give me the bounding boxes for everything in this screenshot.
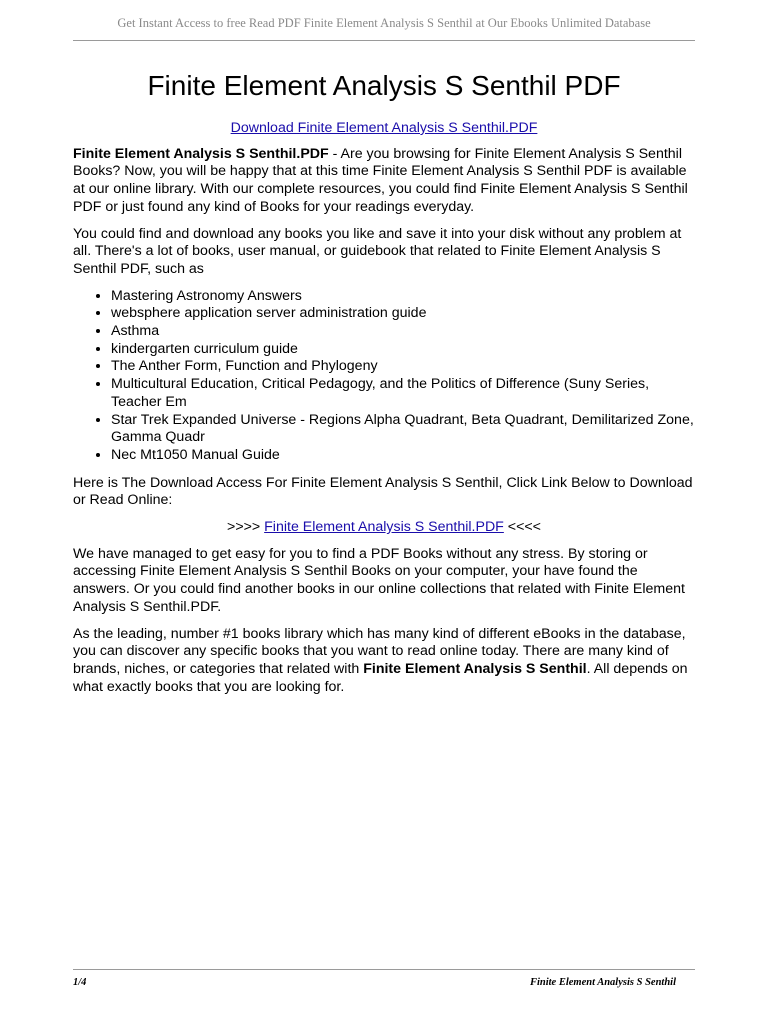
list-item: • websphere application server administration guide [111, 305, 695, 323]
list-item: • Nec Mt1050 Manual Guide [111, 447, 695, 465]
book-list [73, 288, 695, 465]
download-link-main[interactable]: Finite Element Analysis S Senthil.PDF [264, 519, 504, 536]
intro-text: - Are you browsing for Finite Element Analysis S Senthil Books? Now, you will be happy that at this time Finite Element Analysis S Senthil PDF is available at our online library. With our complete resources, you could find Finite Element Analysis S Senthil PDF or just found any kind of Books for your readings everyday. [73, 145, 688, 215]
header-divider [73, 40, 695, 41]
download-line [73, 519, 695, 537]
download-prefix: >>>> [227, 519, 265, 536]
document-body [73, 64, 695, 705]
paragraph-5 [73, 626, 695, 697]
paragraph-3: Here is The Download Access For Finite Element Analysis S Senthil, Click Link Below to Download or Read Online: [73, 474, 693, 509]
intro-paragraph [73, 146, 695, 217]
list-item: • kindergarten curriculum guide [111, 341, 695, 359]
paragraph-2: You could find and download any books you like and save it into your disk without any problem at all. There's a lot of books, user manual, or guidebook that related to Finite Element Analysis S Senthil PDF, such as [73, 225, 682, 277]
download-suffix: <<<< [503, 519, 541, 536]
footer-divider [73, 969, 695, 970]
paragraph-4: We have managed to get easy for you to find a PDF Books without any stress. By storing or accessing Finite Element Analysis S Senthil Books on your computer, your have found the answers. Or you could find another books in our online collections that related with Finite Element Analysis S Senthil.PDF. [73, 545, 685, 615]
document-title: Finite Element Analysis S Senthil PDF [147, 70, 621, 101]
list-item: • Multicultural Education, Critical Pedagogy, and the Politics of Difference (Suny Series, Teacher Em [111, 376, 695, 411]
page-number: 1/4 [73, 977, 87, 988]
list-item: • Mastering Astronomy Answers [111, 288, 695, 306]
list-item: • Star Trek Expanded Universe - Regions Alpha Quadrant, Beta Quadrant, Demilitarized Zone, Gamma Quadr [111, 412, 695, 447]
list-item: • The Anther Form, Function and Phylogeny [111, 358, 695, 376]
footer-title: Finite Element Analysis S Senthil [529, 977, 676, 988]
paragraph-5-bold: Finite Element Analysis S Senthil [363, 660, 587, 677]
download-link-top[interactable]: Download Finite Element Analysis S Senthil.PDF [230, 120, 538, 136]
intro-bold: Finite Element Analysis S Senthil.PDF [73, 145, 329, 162]
paragraph-5-text-after: . All depends on what exactly books that you are looking for. [73, 660, 688, 695]
download-link-container [73, 120, 695, 138]
list-item: • Asthma [111, 323, 695, 341]
page-header: Get Instant Access to free Read PDF Finite Element Analysis S Senthil at Our Ebooks Unlimited Database [117, 16, 651, 30]
paragraph-5-text-before: As the leading, number #1 books library which has many kind of different eBooks in the database, you can discover any specific books that you want to read online today. There are many kind of brands, niches, or categories that related with [73, 625, 686, 677]
